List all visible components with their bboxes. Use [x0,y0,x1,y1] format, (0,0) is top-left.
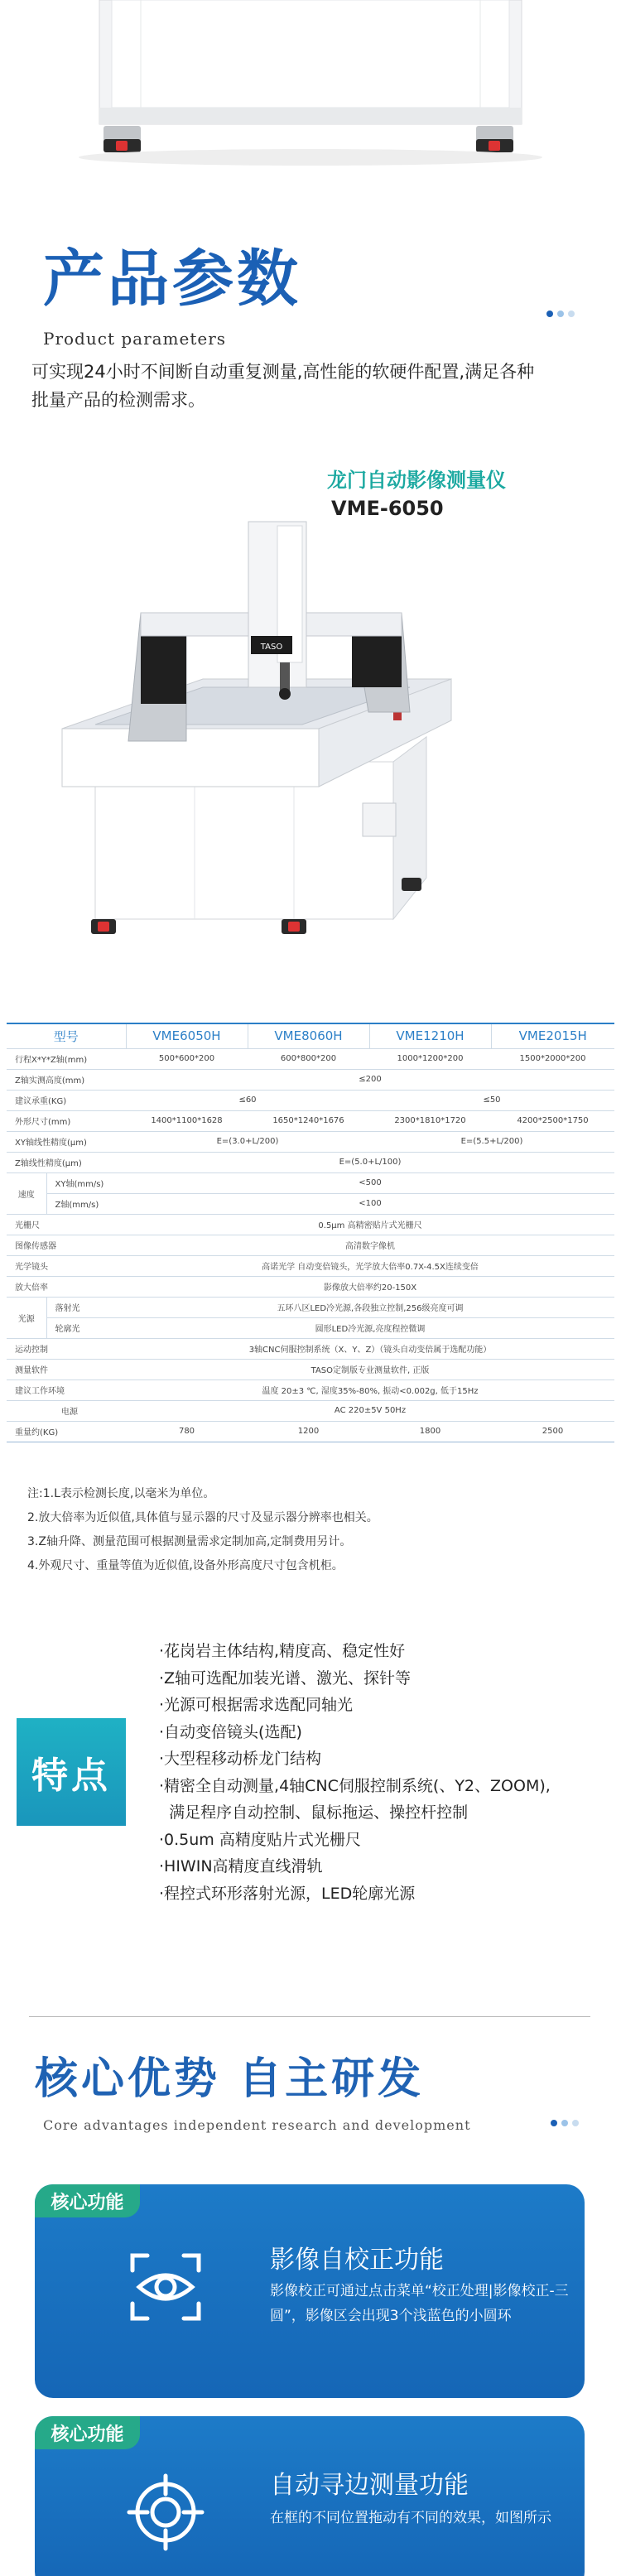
product-name: 龙门自动影像测量仪 [327,469,506,492]
table-row [7,1255,614,1276]
decorative-dots [551,2120,579,2126]
table-cell: 高清数字像机 [126,1235,614,1255]
table-cell: 光学镜头 [7,1255,126,1276]
feature-item: ·光源可根据需求选配同轴光 [159,1696,354,1714]
table-cell: 4200*2500*1750 [491,1110,614,1131]
feature-item: ·Z轴可选配加装光谱、激光、探针等 [159,1668,412,1688]
eye-icon [124,2246,207,2328]
crosshair-icon [124,2471,207,2554]
table-cell: 运动控制 [7,1338,126,1359]
table-cell: 光栅尺 [7,1214,126,1235]
spec-table [7,1023,614,1442]
table-cell: 图像传感器 [7,1235,126,1255]
table-cell: E=(5.5+L/200) [369,1131,614,1152]
note-line: 2.放大倍率为近似值,具体值与显示器的尺寸及显示器分辨率也相关。 [27,1511,378,1524]
table-row [7,1338,614,1359]
table-cell: 电源 [7,1400,126,1421]
table-header-row [7,1023,614,1048]
feature-item: ·自动变倍镜头(选配) [159,1722,302,1741]
table-group-label: 光源 [7,1297,46,1338]
feature-card [35,2184,585,2398]
table-row [7,1193,614,1214]
table-row [7,1172,614,1193]
table-cell: 建议工作环境 [7,1379,126,1400]
table-cell: Z轴线性精度(μm) [7,1152,126,1172]
machine-brand-label: TASO [260,643,283,652]
table-cell: Z轴(mm/s) [46,1193,126,1214]
decorative-dots [546,311,575,317]
table-cell: TASO定制版专业测量软件, 正版 [126,1359,614,1379]
table-header: VME1210H [369,1023,491,1048]
table-cell: 五环八区LED冷光源,各段独立控制,256级亮度可调 [126,1297,614,1317]
table-cell: 780 [126,1421,248,1442]
feature-item: ·大型程移动桥龙门结构 [159,1750,322,1768]
table-cell: 1000*1200*200 [369,1048,491,1069]
table-row [7,1359,614,1379]
table-row [7,1379,614,1400]
table-cell: ≤50 [369,1090,614,1110]
table-row [7,1069,614,1090]
table-cell: Z轴实测高度(mm) [7,1069,126,1090]
table-notes [27,1482,378,1578]
section-title-core: 核心优势 自主研发 [35,2054,425,2104]
table-row [7,1421,614,1442]
table-cell: 高诺光学 自动变倍镜头，光学放大倍率0.7X-4.5X连续变倍 [126,1255,614,1276]
table-row [7,1090,614,1110]
feature-item: ·精密全自动测量,4轴CNC伺服控制系统(、Y2、ZOOM), [159,1776,551,1795]
table-cell: 1500*2000*200 [491,1048,614,1069]
section-divider [29,2016,590,2017]
product-model: VME-6050 [331,497,444,520]
table-header: VME2015H [491,1023,614,1048]
table-cell: 建议承重(KG) [7,1090,126,1110]
feature-item: ·程控式环形落射光源，LED轮廓光源 [159,1884,416,1903]
table-header: 型号 [7,1023,126,1048]
table-row [7,1152,614,1172]
features-badge: 特点 [17,1718,126,1826]
table-cell: 2500 [491,1421,614,1442]
table-cell: 1200 [248,1421,369,1442]
table-cell: 测量软件 [7,1359,126,1379]
table-row [7,1317,614,1338]
table-row [7,1235,614,1255]
machine-base-image [0,0,621,207]
card-description: 在框的不同位置拖动有不同的效果，如图所示 [270,2510,551,2526]
table-cell: E=(5.0+L/100) [126,1152,614,1172]
note-line: 4.外观尺寸、重量等值为近似值,设备外形高度尺寸包含机柜。 [27,1559,344,1572]
table-cell: 温度 20±3 ℃, 湿度35%-80%, 振动<0.002g, 低于15Hz [126,1379,614,1400]
feature-item: 满足程序自动控制、鼠标拖运、操控杆控制 [159,1803,469,1822]
card-title: 影像自校正功能 [270,2246,444,2275]
gantry-machine-image [46,489,509,952]
table-row [7,1214,614,1235]
table-cell: XY轴(mm/s) [46,1172,126,1193]
table-row [7,1131,614,1152]
table-row [7,1276,614,1297]
table-cell: 放大倍率 [7,1276,126,1297]
card-tag: 核心功能 [35,2184,140,2217]
table-row [7,1400,614,1421]
table-cell: 1400*1100*1628 [126,1110,248,1131]
feature-card [35,2416,585,2576]
params-description: 可实现24小时不间断自动重复测量,高性能的软硬件配置,满足各种批量产品的检测需求。 [31,362,535,410]
table-cell: 1800 [369,1421,491,1442]
table-cell: <500 [126,1172,614,1193]
table-cell: E=(3.0+L/200) [126,1131,369,1152]
table-cell: 圆形LED冷光源,亮度程控微调 [126,1317,614,1338]
card-tag: 核心功能 [35,2416,140,2449]
note-line: 3.Z轴升降、测量范围可根据测量需求定制加高,定制费用另计。 [27,1535,352,1548]
table-cell: 外形尺寸(mm) [7,1110,126,1131]
table-group-label: 速度 [7,1172,46,1214]
table-header: VME8060H [248,1023,369,1048]
table-cell: ≤200 [126,1069,614,1090]
table-cell: 轮廓光 [46,1317,126,1338]
section-subtitle-params: Product parameters [43,329,227,349]
table-cell: 500*600*200 [126,1048,248,1069]
table-cell: 行程X*Y*Z轴(mm) [7,1048,126,1069]
card-title: 自动寻边测量功能 [270,2471,469,2500]
table-cell: 0.5μm 高精密贴片式光栅尺 [126,1214,614,1235]
table-row [7,1297,614,1317]
feature-item: ·0.5um 高精度贴片式光栅尺 [159,1830,361,1849]
table-cell: AC 220±5V 50Hz [126,1400,614,1421]
table-cell: XY轴线性精度(μm) [7,1131,126,1152]
table-row [7,1110,614,1131]
table-cell: 3轴CNC伺服控制系统（X、Y、Z）（镜头自动变倍属于选配功能） [126,1338,614,1359]
table-row [7,1048,614,1069]
table-cell: 1650*1240*1676 [248,1110,369,1131]
feature-item: ·HIWIN高精度直线滑轨 [159,1857,323,1875]
table-cell: 影像放大倍率约20-150X [126,1276,614,1297]
table-cell: ≤60 [126,1090,369,1110]
section-subtitle-core: Core advantages independent research and development [43,2117,471,2133]
table-cell: 2300*1810*1720 [369,1110,491,1131]
table-cell: 落射光 [46,1297,126,1317]
section-title-params: 产品参数 [43,243,301,315]
table-cell: 600*800*200 [248,1048,369,1069]
features-list [159,1638,606,1907]
table-cell: 重量约(KG) [7,1421,126,1442]
feature-item: ·花岗岩主体结构,精度高、稳定性好 [159,1642,406,1660]
table-header: VME6050H [126,1023,248,1048]
table-cell: <100 [126,1193,614,1214]
note-line: 注:1.L表示检测长度,以毫米为单位。 [27,1487,215,1500]
card-description: 影像校正可通过点击菜单“校正处理|影像校正-三圆”，影像区会出现3个浅蓝色的小圆环 [270,2283,569,2324]
